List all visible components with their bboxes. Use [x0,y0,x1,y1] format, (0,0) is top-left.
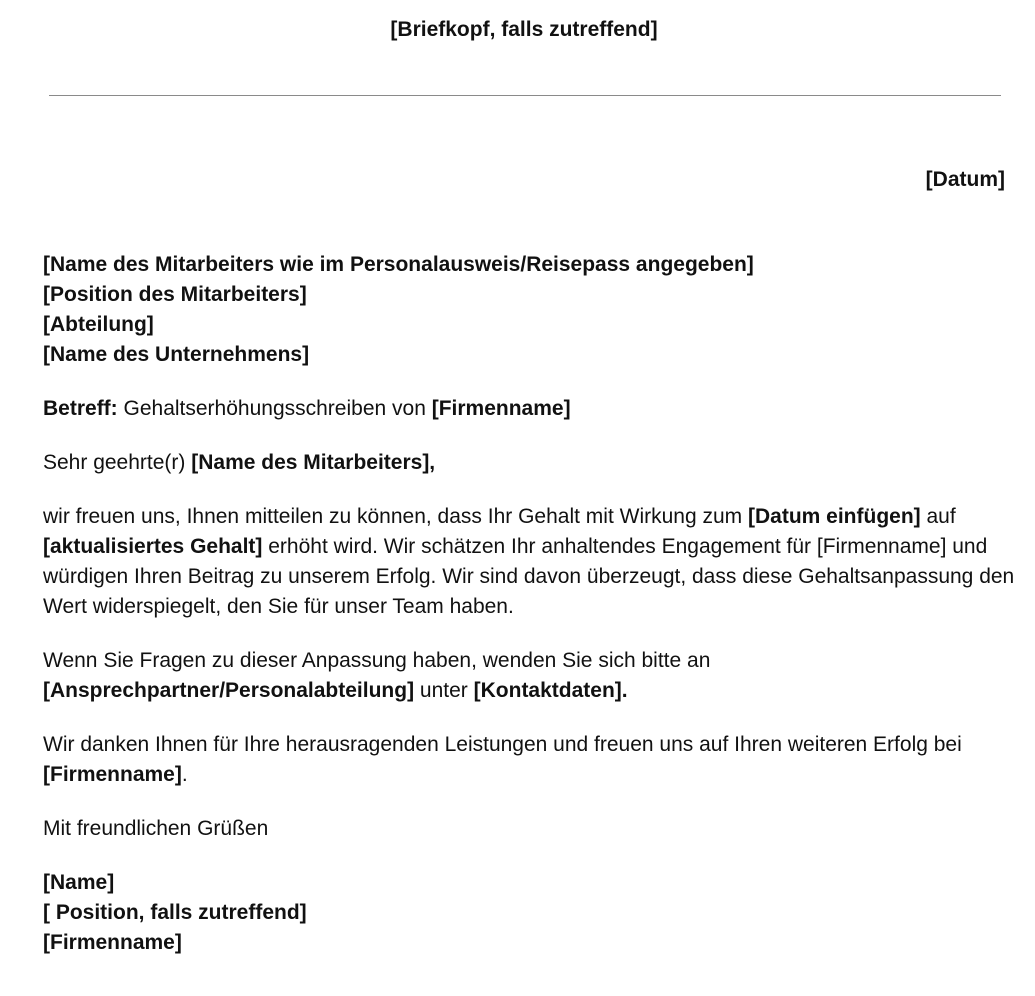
subject-company: [Firmenname] [431,397,571,420]
body-paragraph-3 [43,730,1018,790]
closing-phrase: Mit freundlichen Grüßen [43,817,269,840]
paragraph-1-salary: [aktualisiertes Gehalt] [43,535,263,558]
letter-date: [Datum] [925,168,1005,191]
recipient-position: [Position des Mitarbeiters] [43,283,307,306]
recipient-address [43,250,1018,370]
salutation-name: [Name des Mitarbeiters], [191,451,436,474]
signature-block [43,868,1018,958]
recipient-company: [Name des Unternehmens] [43,343,310,366]
header-divider [49,95,1001,96]
recipient-department: [Abteilung] [43,313,154,336]
subject-text: Gehaltserhöhungsschreiben von [117,397,432,420]
signature-position: [ Position, falls zutreffend] [43,901,307,924]
recipient-name: [Name des Mitarbeiters wie im Personalausweis/Reisepass angegeben] [43,253,754,276]
salutation [43,448,1018,478]
paragraph-3-company: [Firmenname] [43,763,182,786]
signature-name: [Name] [43,871,115,894]
paragraph-3-text-2: . [181,763,188,786]
body-paragraph-1 [43,502,1018,622]
paragraph-2-text-2: unter [414,679,474,702]
paragraph-1-date: [Datum einfügen] [748,505,921,528]
paragraph-1-text-3: erhöht wird. Wir schätzen Ihr anhaltendes Engagement für [Firmenname] und würdigen Ihren Beitrag zu unserem Erfolg. Wir sind davon überzeugt, dass diese Gehaltsanpassung den Wert widerspiegelt, den Sie für unser Team haben. [43,535,1015,618]
letterhead: [Briefkopf, falls zutreffend] [390,18,658,41]
subject-label: Betreff: [43,397,118,420]
signature-company: [Firmenname] [43,931,182,954]
body-paragraph-2 [43,646,1018,706]
paragraph-3-text-1: Wir danken Ihnen für Ihre herausragenden Leistungen und freuen uns auf Ihren weiteren Erfolg bei [43,733,962,756]
paragraph-2-contact-person: [Ansprechpartner/Personalabteilung] [43,679,415,702]
paragraph-1-text-1: wir freuen uns, Ihnen mitteilen zu können, dass Ihr Gehalt mit Wirkung zum [43,505,748,528]
subject-line [43,394,1018,424]
paragraph-2-text-1: Wenn Sie Fragen zu dieser Anpassung haben, wenden Sie sich bitte an [43,649,711,672]
paragraph-2-contact-details: [Kontaktdaten]. [473,679,628,702]
salutation-text: Sehr geehrte(r) [43,451,192,474]
paragraph-1-text-2: auf [920,505,956,528]
